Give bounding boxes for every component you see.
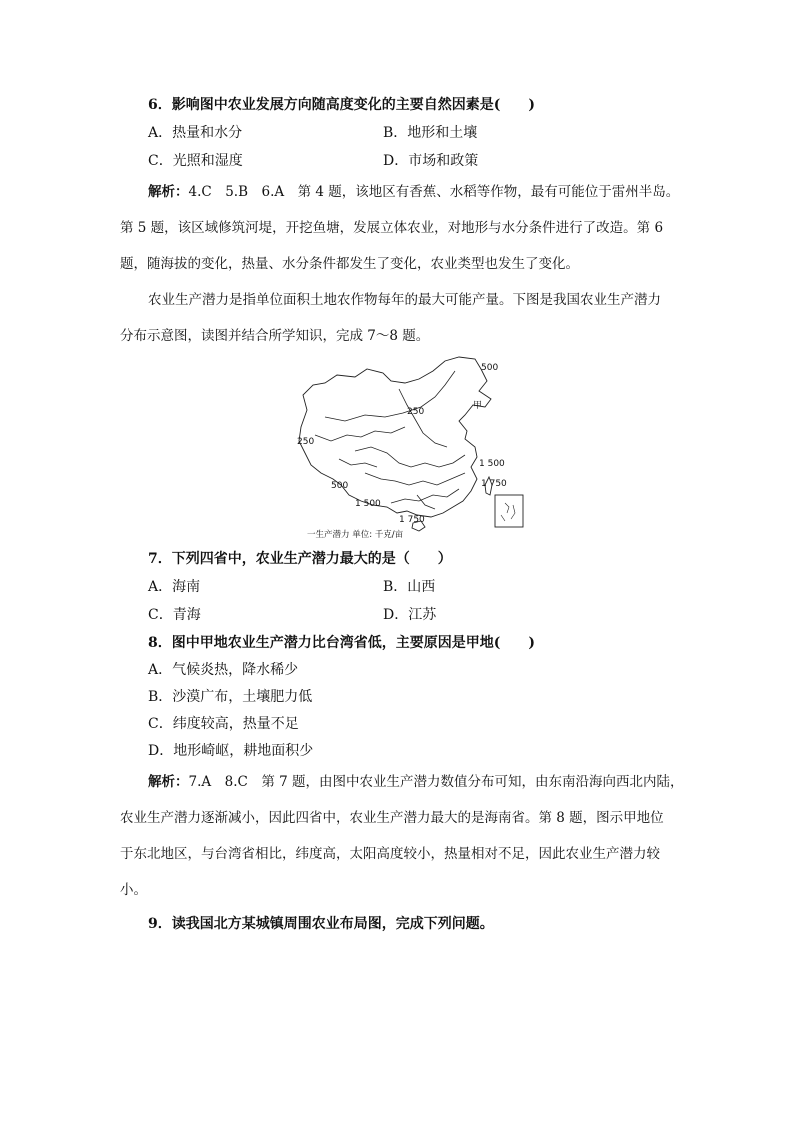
map-label-500-ne: 500 xyxy=(481,363,499,373)
map-label-1500-e: 1 500 xyxy=(479,459,505,469)
q8-stem: 8．图中甲地农业生产潜力比台湾省低，主要原因是甲地( ) xyxy=(148,635,535,651)
q7-stem: 7．下列四省中，农业生产潜力最大的是（ ） xyxy=(148,551,452,567)
map-label-500-sw: 500 xyxy=(331,481,349,491)
q6-option-c: C．光照和湿度 xyxy=(148,153,243,169)
explanation-1-line-3: 题，随海拔的变化，热量、水分条件都发生了变化，农业类型也发生了变化。 xyxy=(120,256,579,272)
q6-option-a: A．热量和水分 xyxy=(148,125,243,141)
map-label-250-n: 250 xyxy=(407,407,425,417)
q9-stem: 9．读我国北方某城镇周围农业布局图，完成下列问题。 xyxy=(148,916,494,932)
china-map-outline xyxy=(295,355,535,540)
map-caption: 一生产潜力 单位: 千克/亩 xyxy=(307,530,404,540)
q6-stem: 6．影响图中农业发展方向随高度变化的主要自然因素是( ) xyxy=(148,97,535,113)
q7-option-c: C．青海 xyxy=(148,607,201,623)
map-label-jia: 甲 xyxy=(473,401,483,411)
intro-line-1: 农业生产潜力是指单位面积土地农作物每年的最大可能产量。下图是我国农业生产潜力 xyxy=(148,292,661,308)
china-potential-map xyxy=(295,355,535,540)
map-label-1750-s: 1 750 xyxy=(399,515,425,525)
q6-option-d: D．市场和政策 xyxy=(383,153,479,169)
map-label-250-w: 250 xyxy=(297,437,315,447)
q7-option-b: B．山西 xyxy=(383,579,436,595)
explanation-2-line-3: 于东北地区，与台湾省相比，纬度高，太阳高度较小，热量相对不足，因此农业生产潜力较 xyxy=(120,846,660,862)
q7-option-d: D．江苏 xyxy=(383,607,437,623)
explanation-2-line-4: 小。 xyxy=(120,882,147,898)
explanation-1-line-1: 解析：4.C 5.B 6.A 第 4 题，该地区有香蕉、水稻等作物，最有可能位于雷州半岛。 xyxy=(148,184,680,200)
explanation-2-line-1: 解析：7.A 8.C 第 7 题，由图中农业生产潜力数值分布可知，由东南沿海向西北内陆， xyxy=(148,774,684,790)
intro-line-2: 分布示意图，读图并结合所学知识，完成 7～8 题。 xyxy=(120,328,430,344)
explanation-1-line-2: 第 5 题，该区域修筑河堤，开挖鱼塘，发展立体农业，对地形与水分条件进行了改造。第 6 xyxy=(120,220,664,236)
q8-option-a: A．气候炎热，降水稀少 xyxy=(148,662,299,678)
q8-option-c: C．纬度较高，热量不足 xyxy=(148,716,299,732)
explanation-2-line-2: 农业生产潜力逐渐减小，因此四省中，农业生产潜力最大的是海南省。第 8 题，图示甲地位 xyxy=(120,810,664,826)
explanation-1-label: 解析： xyxy=(148,184,189,200)
q7-option-a: A．海南 xyxy=(148,579,201,595)
explanation-2-label: 解析： xyxy=(148,774,189,790)
q8-option-b: B．沙漠广布，土壤肥力低 xyxy=(148,689,313,705)
map-label-1750-e: 1 750 xyxy=(481,479,507,489)
map-label-1500-s: 1 500 xyxy=(355,499,381,509)
q6-option-b: B．地形和土壤 xyxy=(383,125,478,141)
q8-option-d: D．地形崎岖，耕地面积少 xyxy=(148,743,314,759)
